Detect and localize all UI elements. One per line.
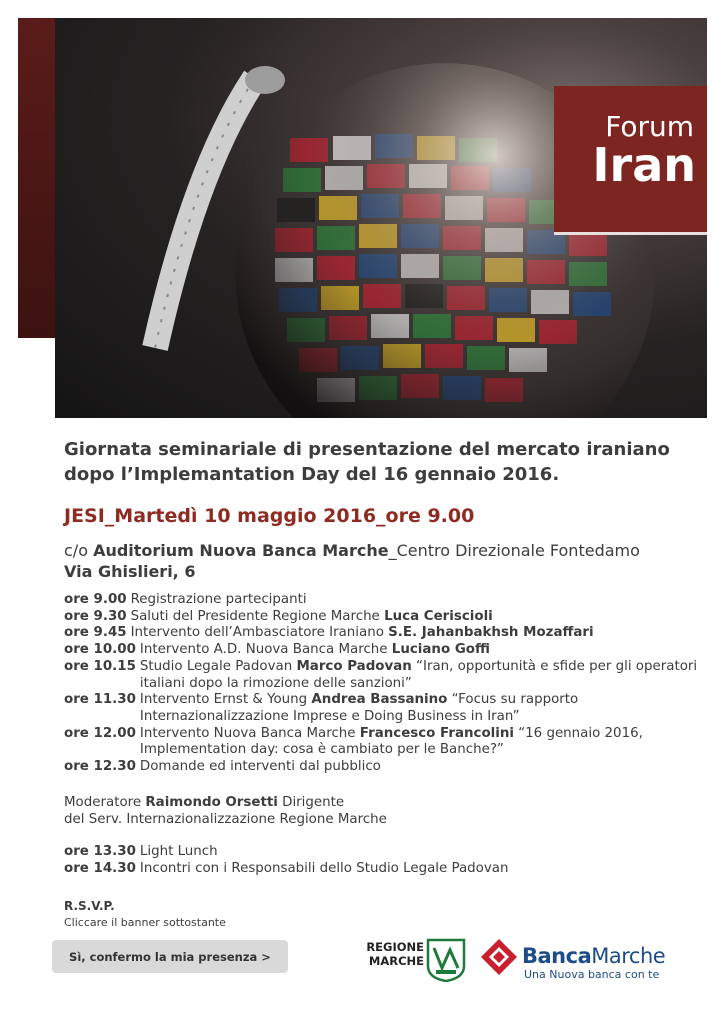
agenda-text: Domande ed interventi dal pubblico xyxy=(139,759,381,775)
moderator-block xyxy=(64,794,714,828)
agenda-text: Intervento Nuova Banca Marche xyxy=(139,725,360,741)
headline xyxy=(64,437,704,487)
agenda-text: Saluti del Presidente Regione Marche xyxy=(130,608,385,624)
title-divider xyxy=(554,232,707,235)
agenda-item xyxy=(64,843,714,860)
agenda-item xyxy=(64,759,714,776)
agenda-text: Intervento dell’Ambasciatore Iraniano xyxy=(130,625,389,641)
agenda-item xyxy=(64,609,714,626)
agenda-text: Incontri con i Responsabili dello Studio Legale Padovan xyxy=(139,861,509,876)
agenda-text-post: “Focus su rapporto Internazionalizzazione Imprese e Doing Business in Iran” xyxy=(139,692,579,724)
regione-line-1: REGIONE xyxy=(366,940,424,954)
agenda-speaker: Marco Padovan xyxy=(296,658,412,674)
banca-marche-mark-icon xyxy=(480,938,518,976)
moderator-prefix: Moderatore xyxy=(64,795,146,810)
iran-title: Iran xyxy=(592,138,696,192)
venue-suffix: _Centro Direzionale Fontedamo xyxy=(388,541,640,560)
globe-pivot xyxy=(245,66,285,94)
agenda-text: Light Lunch xyxy=(139,844,218,859)
moderator-role: Dirigente xyxy=(277,795,345,810)
agenda-speaker: Luca Ceriscioli xyxy=(384,608,493,624)
confirm-attendance-button[interactable]: Sì, confermo la mia presenza > xyxy=(52,940,288,973)
agenda-item xyxy=(64,860,714,877)
agenda-text-post: “Iran, opportunità e sfide per gli operatori italiani dopo la rimozione delle sanzioni” xyxy=(139,658,698,691)
agenda-time: ore 10.00 xyxy=(64,642,136,658)
banca-marche-logo xyxy=(480,936,710,986)
banca-name-bold: Banca xyxy=(522,944,592,968)
regione-shield-icon xyxy=(426,938,466,982)
agenda-item xyxy=(64,659,714,692)
agenda-time: ore 12.00 xyxy=(64,725,136,741)
agenda-text: Intervento Ernst & Young xyxy=(139,692,312,708)
banca-marche-name xyxy=(522,944,665,968)
venue-prefix: c/o xyxy=(64,541,94,560)
agenda-time: ore 13.30 xyxy=(64,844,136,859)
regione-text xyxy=(364,940,424,968)
agenda-time: ore 14.30 xyxy=(64,861,136,876)
agenda-item xyxy=(64,625,714,642)
agenda-text: Registrazione partecipanti xyxy=(130,592,307,607)
headline-line-1: Giornata seminariale di presentazione del mercato iraniano xyxy=(64,439,670,460)
rsvp-note: Cliccare il banner sottostante xyxy=(64,916,226,929)
venue-name: Auditorium Nuova Banca Marche xyxy=(93,541,389,560)
agenda-speaker: Luciano Goffi xyxy=(391,642,490,658)
agenda-item xyxy=(64,592,714,609)
afternoon-agenda xyxy=(64,843,714,877)
regione-marche-logo xyxy=(364,938,474,984)
moderator-name: Raimondo Orsetti xyxy=(145,795,278,810)
forum-title: Forum xyxy=(605,110,694,143)
agenda-time: ore 12.30 xyxy=(64,759,136,775)
agenda-time: ore 11.30 xyxy=(64,692,136,708)
venue xyxy=(64,540,714,582)
agenda-text: Studio Legale Padovan xyxy=(139,658,297,674)
banca-marche-tagline: Una Nuova banca con te xyxy=(524,968,660,981)
hero-banner xyxy=(0,0,724,418)
agenda-text-post: “16 gennaio 2016, Implementation day: cosa è cambiato per le Banche?” xyxy=(139,725,643,758)
agenda-text: Intervento A.D. Nuova Banca Marche xyxy=(139,642,392,658)
agenda-item xyxy=(64,726,714,759)
moderator-department: del Serv. Internazionalizzazione Regione Marche xyxy=(64,812,387,827)
agenda-time: ore 9.45 xyxy=(64,625,127,641)
rsvp-title: R.S.V.P. xyxy=(64,899,115,913)
agenda-time: ore 9.30 xyxy=(64,608,127,624)
hero-side-accent xyxy=(18,18,58,338)
agenda-speaker: S.E. Jahanbakhsh Mozaffari xyxy=(388,625,594,641)
agenda-time: ore 9.00 xyxy=(64,592,127,607)
agenda-speaker: Francesco Francolini xyxy=(359,725,514,741)
agenda-item xyxy=(64,692,714,725)
agenda-time: ore 10.15 xyxy=(64,658,136,674)
regione-line-2: MARCHE xyxy=(368,954,424,968)
event-date: JESI_Martedì 10 maggio 2016_ore 9.00 xyxy=(64,505,475,527)
headline-line-2: dopo l’Implemantation Day del 16 gennaio 2016. xyxy=(64,464,560,485)
agenda-speaker: Andrea Bassanino xyxy=(311,692,448,708)
venue-street: Via Ghislieri, 6 xyxy=(64,562,196,581)
banca-name-rest: Marche xyxy=(591,944,666,968)
agenda-list xyxy=(64,592,714,776)
agenda-item xyxy=(64,642,714,659)
